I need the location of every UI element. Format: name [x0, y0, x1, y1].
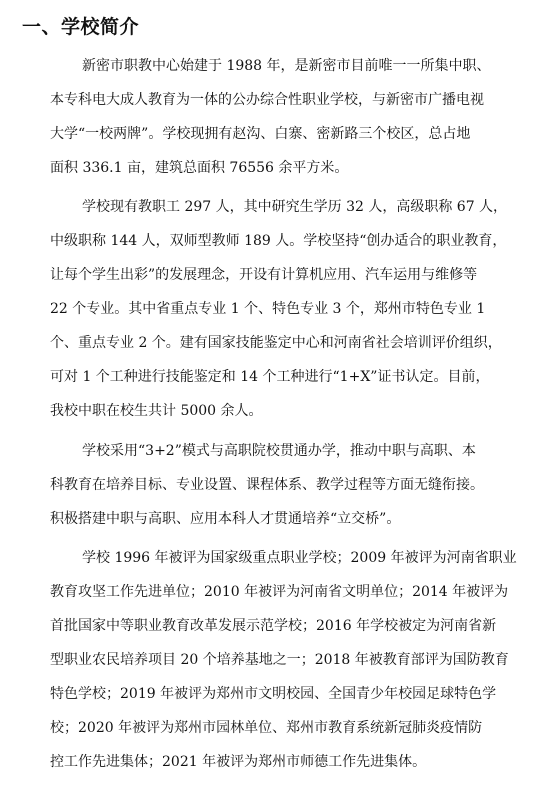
paragraph-line: 积极搭建中职与高职、应用本科人才贯通培养“立交桥”。: [50, 511, 401, 527]
paragraph-line: 我校中职在校生共计 5000 余人。: [50, 403, 263, 419]
paragraph-line: 首批国家中等职业教育改革发展示范学校；2016 年学校被定为河南省新: [50, 618, 497, 634]
paragraph-line: 本专科电大成人教育为一体的公办综合性职业学校，与新密市广播电视: [50, 92, 484, 108]
paragraph-line: 学校现有教职工 297 人，其中研究生学历 32 人，高级职称 67 人，: [82, 199, 508, 215]
paragraph-line: 特色学校；2019 年被评为郑州市文明校园、全国青少年校园足球特色学: [50, 686, 497, 702]
paragraph-line: 新密市职教中心始建于 1988 年，是新密市目前唯一一所集中职、: [82, 58, 491, 74]
paragraph-line: 大学“一校两牌”。学校现拥有赵沟、白寨、密新路三个校区，总占地: [50, 126, 471, 142]
paragraph-line: 控工作先进集体；2021 年被评为郑州市师德工作先进集体。: [50, 754, 427, 770]
paragraph-line: 面积 336.1 亩，建筑总面积 76556 余平方米。: [50, 160, 349, 176]
paragraph-line: 学校 1996 年被评为国家级重点职业学校；2009 年被评为河南省职业: [82, 550, 517, 566]
paragraph-line: 中级职称 144 人，双师型教师 189 人。学校坚持“创办适合的职业教育，: [50, 233, 507, 249]
paragraph-line: 型职业农民培养项目 20 个培养基地之一；2018 年被教育部评为国防教育: [50, 652, 509, 668]
paragraph-line: 学校采用“3+2”模式与高职院校贯通办学，推动中职与高职、本: [82, 443, 476, 459]
paragraph-line: 教育攻坚工作先进单位；2010 年被评为河南省文明单位；2014 年被评为: [50, 584, 509, 600]
paragraph-line: 22 个专业。其中省重点专业 1 个、特色专业 3 个，郑州市特色专业 1: [50, 301, 486, 317]
paragraph-line: 科教育在培养目标、专业设置、课程体系、教学过程等方面无缝衔接。: [50, 477, 484, 493]
paragraph-line: 可对 1 个工种进行技能鉴定和 14 个工种进行“1+X”证书认定。目前，: [50, 369, 490, 385]
paragraph-line: 校；2020 年被评为郑州市园林单位、郑州市教育系统新冠肺炎疫情防: [50, 720, 483, 736]
section-heading: 一、学校简介: [22, 16, 140, 38]
paragraph-line: 个、重点专业 2 个。建有国家技能鉴定中心和河南省社会培训评价组织，: [50, 335, 502, 351]
paragraph-line: 让每个学生出彩”的发展理念，开设有计算机应用、汽车运用与维修等: [50, 267, 478, 283]
